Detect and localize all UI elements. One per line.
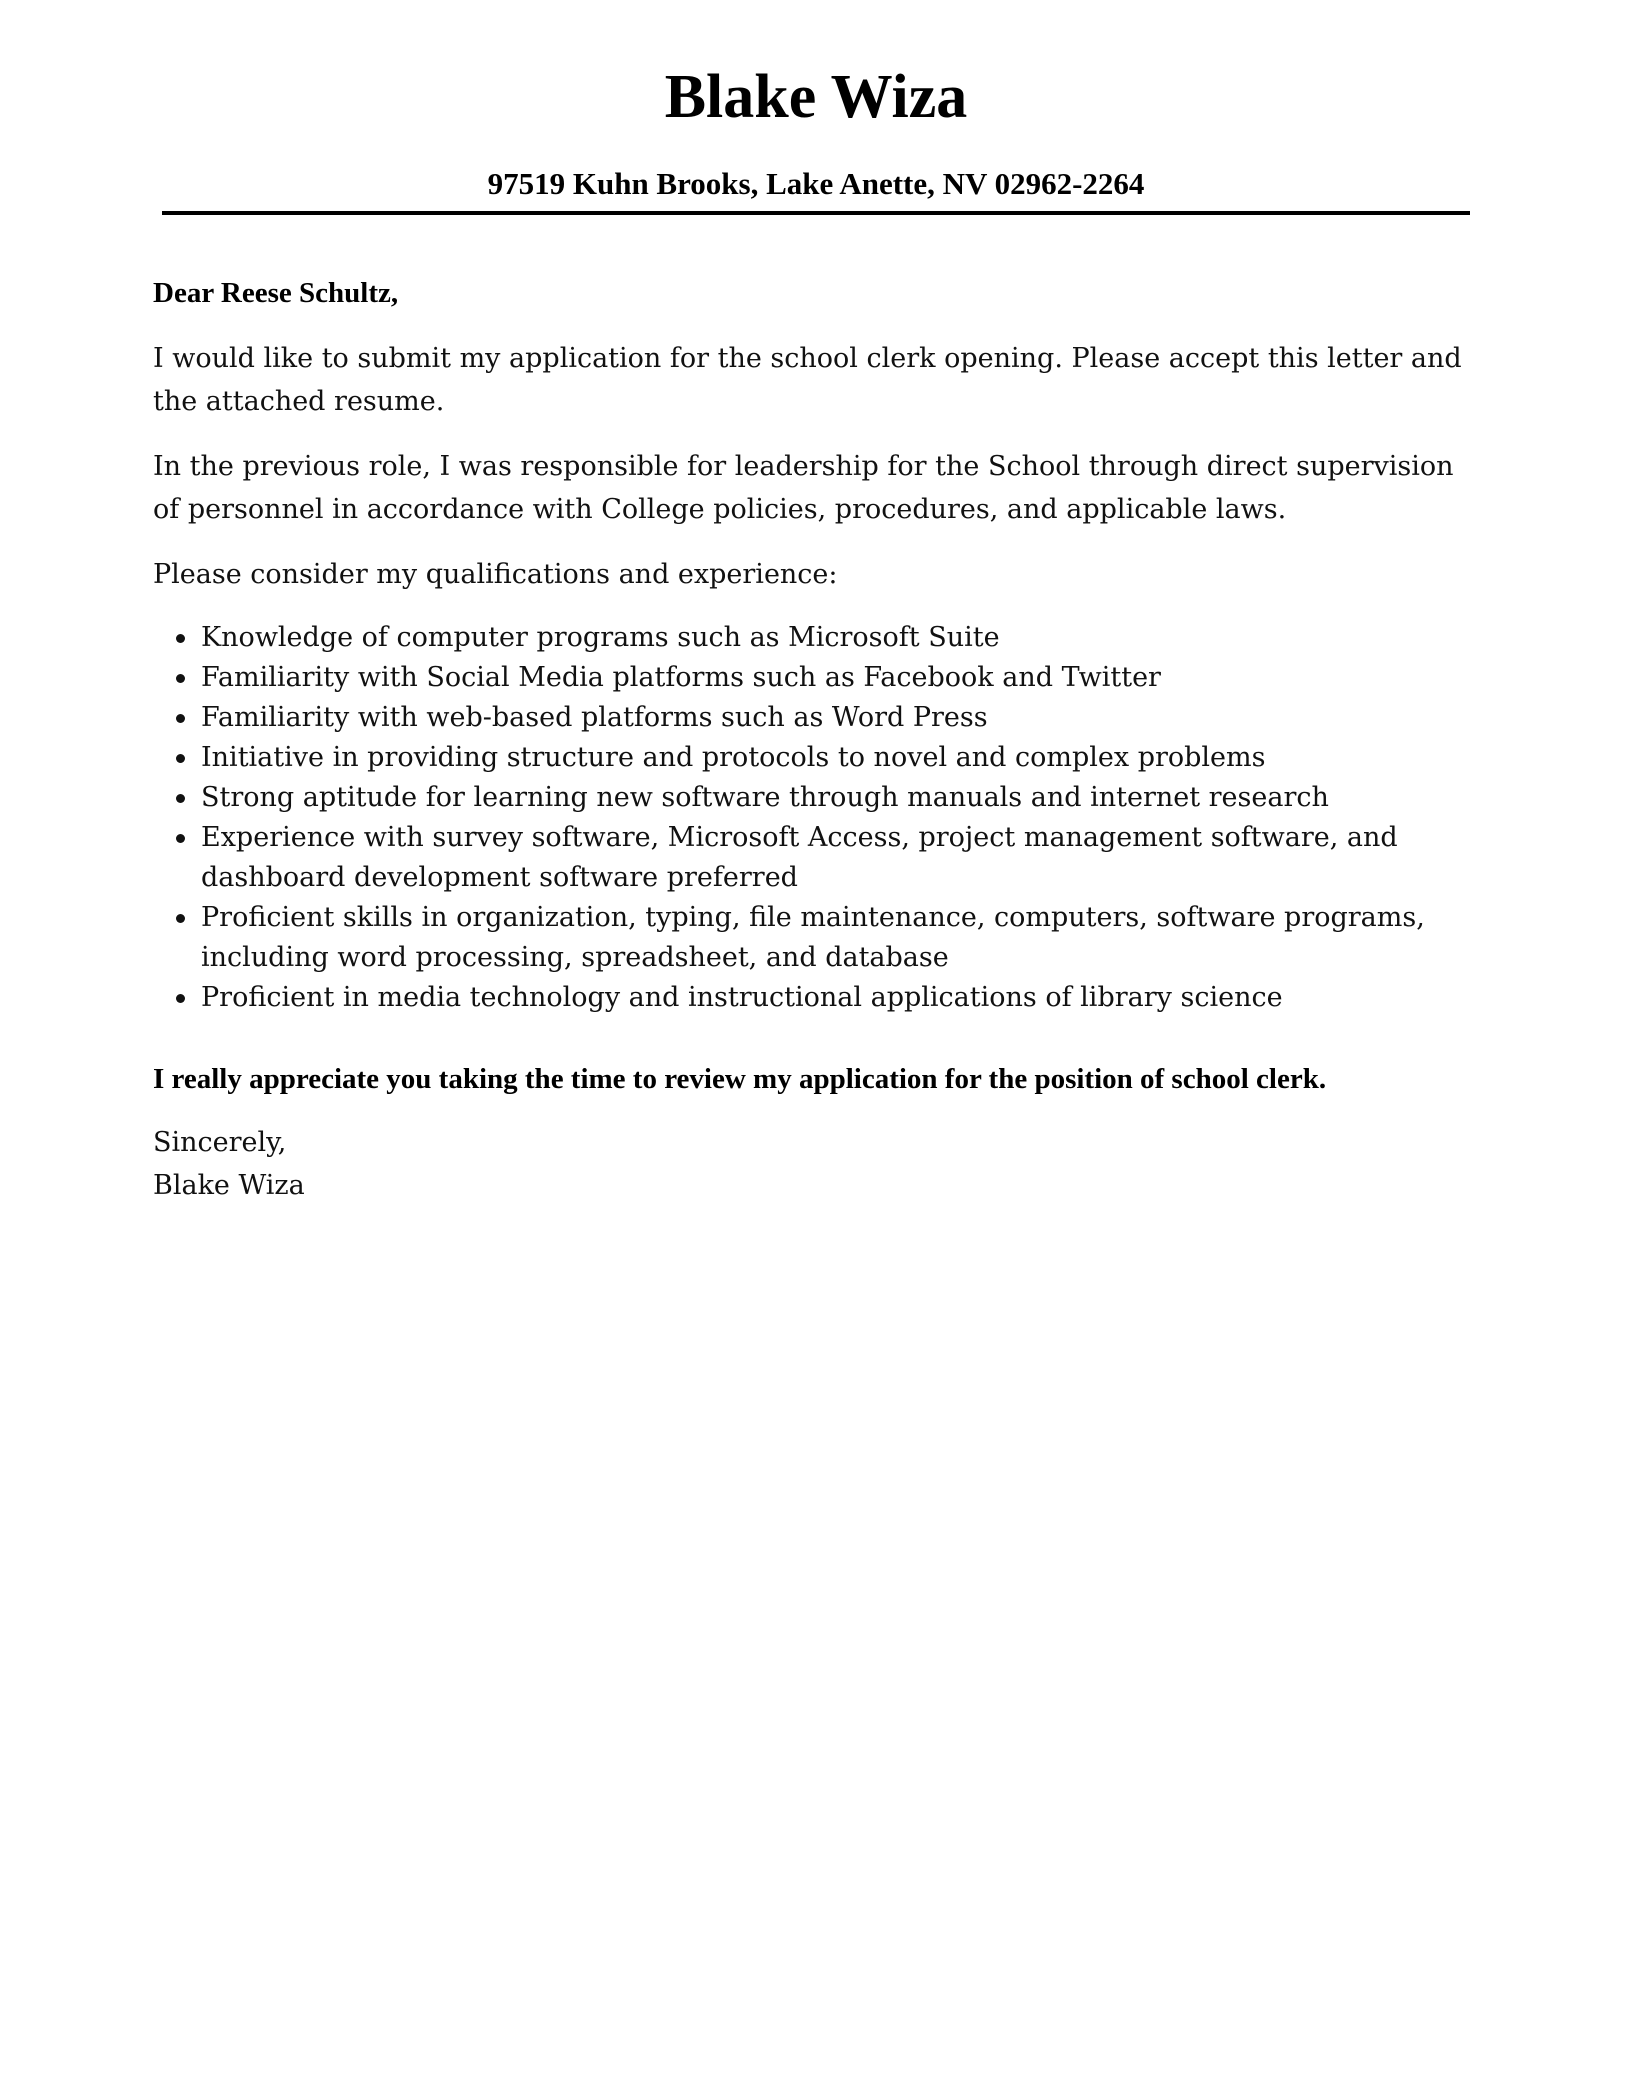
list-item-text: Initiative in providing structure and protocols to novel and complex problems (201, 742, 1266, 773)
bullet-icon (176, 634, 185, 643)
list-item-text: Familiarity with Social Media platforms such as Facebook and Twitter (201, 662, 1161, 693)
applicant-name: Blake Wiza (664, 63, 968, 131)
list-item (153, 738, 1473, 778)
closing-statement: I really appreciate you taking the time to review my application for the position of school clerk. (153, 1063, 1327, 1095)
intro-paragraph: I would like to submit my application for the school clerk opening. Please accept this letter and the attached resume. (153, 343, 1462, 417)
list-item (153, 658, 1473, 698)
bullet-icon (176, 994, 185, 1003)
signature: Blake Wiza (153, 1170, 305, 1201)
applicant-address: 97519 Kuhn Brooks, Lake Anette, NV 02962-2264 (487, 166, 1145, 201)
bullet-icon (176, 674, 185, 683)
list-item-text: Experience with survey software, Microsoft Access, project management software, and dashboard development software preferred (201, 822, 1398, 893)
bullet-icon (176, 794, 185, 803)
bullet-icon (176, 754, 185, 763)
bullet-icon (176, 914, 185, 923)
bullet-icon (176, 834, 185, 843)
list-item-text: Proficient in media technology and instructional applications of library science (201, 982, 1283, 1013)
greeting: Dear Reese Schultz, (153, 277, 399, 309)
list-item (153, 898, 1473, 978)
list-item (153, 698, 1473, 738)
list-item-text: Knowledge of computer programs such as Microsoft Suite (201, 622, 1000, 653)
qualifications-list (153, 618, 1473, 1018)
list-item (153, 778, 1473, 818)
signoff: Sincerely, (153, 1127, 287, 1158)
qualifications-intro: Please consider my qualifications and experience: (153, 559, 838, 590)
list-item-text: Proficient skills in organization, typing, file maintenance, computers, software programs, including word processing, spreadsheet, and database (201, 902, 1425, 973)
bullet-icon (176, 714, 185, 723)
experience-paragraph: In the previous role, I was responsible for leadership for the School through direct supervision of personnel in accordance with College policies, procedures, and applicable laws. (153, 451, 1454, 525)
list-item (153, 618, 1473, 658)
list-item-text: Strong aptitude for learning new software through manuals and internet research (201, 782, 1329, 813)
list-item (153, 818, 1473, 898)
header-divider (162, 211, 1470, 215)
letter-body (153, 272, 1473, 1207)
list-item (153, 978, 1473, 1018)
list-item-text: Familiarity with web-based platforms such as Word Press (201, 702, 988, 733)
